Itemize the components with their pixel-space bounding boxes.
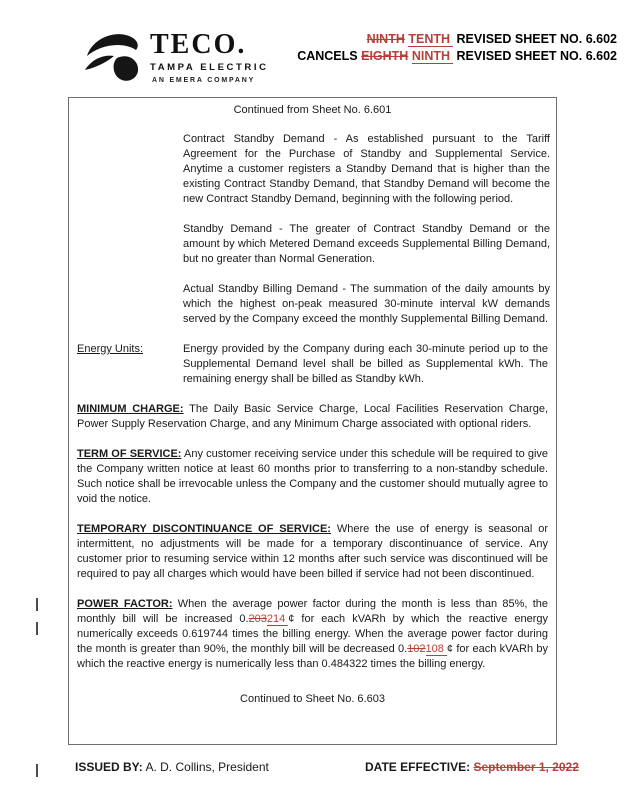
issued-by-value: A. D. Collins, President <box>145 760 269 774</box>
energy-units-label: Energy Units: <box>77 343 144 355</box>
section-term-of-service <box>77 447 548 507</box>
teco-swoosh-icon <box>84 28 142 84</box>
issued-by-line <box>75 760 269 774</box>
term-of-service-text: Any customer receiving service under this schedule will be required to give the Company written notice at least 60 months prior to transferring to a non-standby schedule. Such notice shall be irrevocable unless the Company and the customer should mutually agree to void the notice. <box>77 448 548 505</box>
change-bar <box>36 598 38 611</box>
energy-units-text: Energy provided by the Company during each 30-minute period up to the Supplemental Demand level shall be billed as Supplemental kWh. The remaining energy shall be billed as Standby kWh. <box>183 343 548 385</box>
power-factor-old-increase-rate: 203 <box>248 613 267 625</box>
revision-line-1 <box>297 31 617 48</box>
power-factor-heading: POWER FACTOR: <box>77 598 173 610</box>
power-factor-old-decrease-rate: 102 <box>407 643 426 655</box>
continued-to-line: Continued to Sheet No. 6.603 <box>240 693 385 705</box>
date-effective-line <box>365 760 579 774</box>
revision1-new-text: TENTH <box>408 32 453 47</box>
sheet-body-box <box>68 97 557 745</box>
minimum-charge-text: The Daily Basic Service Charge, Local Facilities Reservation Charge, Power Supply Reservation Charge, and any Minimum Charge associated with optional riders. <box>77 403 548 430</box>
minimum-charge-heading: MINIMUM CHARGE: <box>77 403 184 415</box>
logo-parent-company: AN EMERA COMPANY <box>152 77 256 84</box>
revision-line-2 <box>297 48 617 65</box>
change-bar <box>36 622 38 635</box>
power-factor-new-increase-rate: 214 <box>267 613 288 626</box>
revision2-new-text: NINTH <box>412 49 453 64</box>
logo-brand-text: TECO. <box>150 29 247 60</box>
definition-standby-demand: Standby Demand - The greater of Contract Standby Demand or the amount by which Metered Demand exceeds Supplemental Billing Demand, but no greater than Normal Generation. <box>183 223 550 265</box>
power-factor-new-decrease-rate: 108 <box>426 643 447 656</box>
definition-contract-standby-demand: Contract Standby Demand - As established pursuant to the Tariff Agreement for the Purchase of Standby and Supplemental Service. Anytime a customer registers a Standby Demand that is higher than the existing Contract Standby Demand, that Standby Demand will become the new Contract Standby Demand, beginning with the following period. <box>183 133 550 205</box>
power-factor-seg1: When the average power factor during the month is less than 85%, the monthly bill will be increased 0. <box>77 598 549 625</box>
revision1-rest-text: REVISED SHEET NO. 6.602 <box>456 32 617 46</box>
continued-from-line: Continued from Sheet No. 6.601 <box>233 104 392 116</box>
section-power-factor <box>77 597 548 672</box>
teco-logo <box>84 28 269 84</box>
change-bar <box>36 764 38 777</box>
section-minimum-charge <box>77 402 548 432</box>
temporary-discontinuance-text: Where the use of energy is seasonal or intermittent, no adjustments will be made for a temporary discontinuance of service. Any customer prior to resuming service within 12 months after such service was discontinued will be required to pay all charges which would have been billed if service had not been discontinued. <box>77 523 548 580</box>
revision-header <box>297 31 617 65</box>
power-factor-seg3: ¢ for each kVARh by which the reactive energy is numerically less than 0.484322 times the billing energy. <box>77 643 548 670</box>
revision2-prefix-text: CANCELS <box>297 49 358 63</box>
power-factor-seg2: ¢ for each kVARh by which the reactive energy numerically exceeds 0.619744 times the billing energy. When the average power factor during the month is greater than 90%, the monthly bill will be decreased 0. <box>77 613 548 655</box>
definition-actual-standby-billing-demand: Actual Standby Billing Demand - The summation of the daily amounts by which the highest on-peak measured 30-minute interval kW demands served by the Company exceed the monthly Supplemental Billing Demand. <box>183 283 550 325</box>
energy-units-row <box>77 342 548 387</box>
logo-wordmark <box>150 28 269 84</box>
logo-company-name: TAMPA ELECTRIC <box>150 62 269 73</box>
date-effective-old-value: September 1, 2022 <box>473 760 579 774</box>
revision2-old-text: EIGHTH <box>361 49 409 63</box>
revision1-old-text: NINTH <box>366 32 405 46</box>
issued-by-label: ISSUED BY: <box>75 760 143 774</box>
term-of-service-heading: TERM OF SERVICE: <box>77 448 182 460</box>
section-temporary-discontinuance <box>77 522 548 582</box>
date-effective-label: DATE EFFECTIVE: <box>365 760 471 774</box>
revision2-rest-text: REVISED SHEET NO. 6.602 <box>456 49 617 63</box>
temporary-discontinuance-heading: TEMPORARY DISCONTINUANCE OF SERVICE: <box>77 523 331 535</box>
